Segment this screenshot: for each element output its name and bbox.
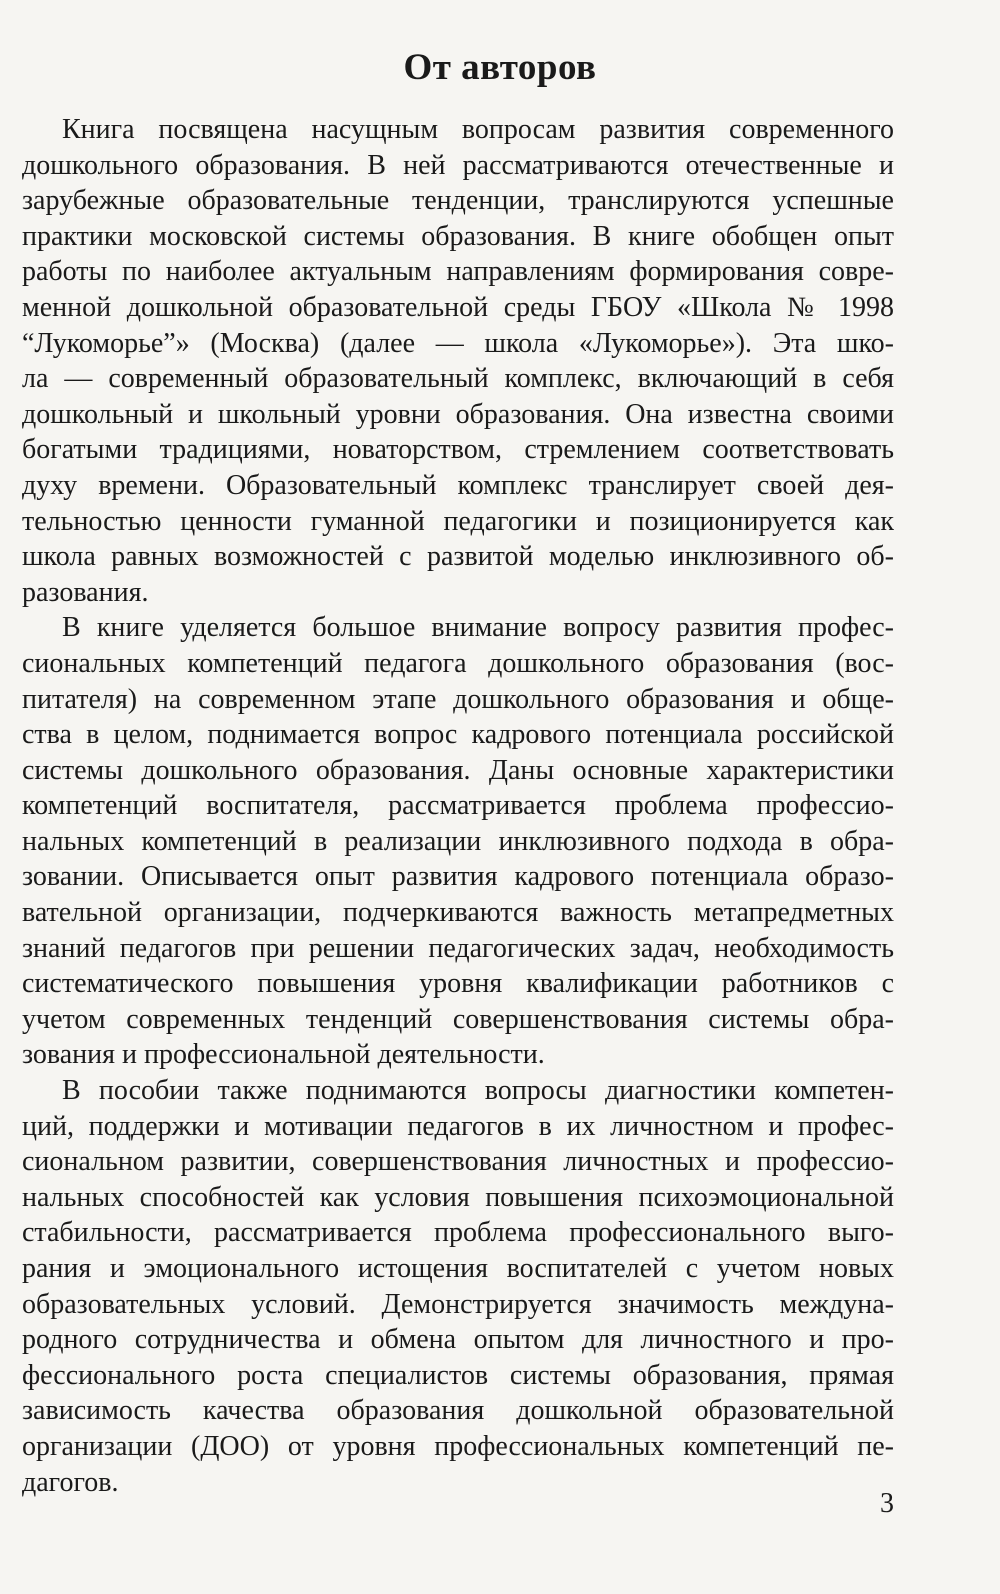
text-line: менной дошкольной образовательной среды ГБОУ «Школа № 1998 [22, 291, 894, 323]
text-line: компетенций воспитателя, рассматривается проблема профессио- [22, 790, 894, 822]
text-line: родного сотрудничества и обмена опытом для личностного и про- [22, 1324, 894, 1356]
text-line: дошкольный и школьный уровни образования. Она известна своими [22, 398, 894, 430]
paragraph-1 [22, 112, 894, 610]
text-line: стабильности, рассматривается проблема профессионального выго- [22, 1217, 894, 1249]
text-line: дагогов. [22, 1466, 119, 1498]
text-line: зависимость качества образования дошкольной образовательной [22, 1395, 894, 1427]
page-title: От авторов [403, 47, 597, 88]
text-line: образовательных условий. Демонстрируется значимость междуна- [22, 1288, 894, 1320]
text-line: практики московской системы образования. В книге обобщен опыт [22, 220, 894, 252]
paragraph-3 [22, 1073, 894, 1500]
text-line: школа равных возможностей с развитой моделью инклюзивного об- [22, 541, 894, 573]
text-line: рания и эмоционального истощения воспитателей с учетом новых [22, 1253, 894, 1284]
page-number: 3 [880, 1488, 894, 1519]
text-line: систематического повышения уровня квалификации работников с [22, 968, 894, 1000]
text-line: системы дошкольного образования. Даны основные характеристики [22, 754, 894, 786]
text-line: духу времени. Образовательный комплекс транслирует своей дея- [22, 469, 894, 501]
text-line: учетом современных тенденций совершенствования системы обра- [22, 1003, 894, 1035]
text-line: ла — современный образовательный комплекс, включающий в себя [22, 363, 894, 395]
text-line: нальных способностей как условия повышения психоэмоциональной [22, 1181, 894, 1213]
text-line: разования. [22, 576, 149, 608]
text-line: организации (ДОО) от уровня профессиональных компетенций пе- [22, 1430, 894, 1462]
text-line: дошкольного образования. В ней рассматриваются отечественные и [22, 149, 894, 181]
text-line: Книга посвящена насущным вопросам развития современного [62, 114, 894, 145]
text-line: вательной организации, подчеркиваются важность метапредметных [22, 897, 894, 929]
text-line: В пособии также поднимаются вопросы диагностики компетен- [62, 1075, 894, 1107]
text-line: тельностью ценности гуманной педагогики и позиционируется как [22, 505, 894, 537]
paragraph-2 [22, 610, 894, 1073]
text-line: ций, поддержки и мотивации педагогов в их личностном и профес- [22, 1110, 894, 1142]
text-line: работы по наиболее актуальным направлениям формирования совре- [22, 256, 894, 288]
text-line: сиональном развитии, совершенствования личностных и профессио- [22, 1146, 894, 1178]
text-line: ства в целом, поднимается вопрос кадрового потенциала российской [22, 719, 894, 751]
text-line: нальных компетенций в реализации инклюзивного подхода в обра- [22, 825, 894, 857]
text-line: богатыми традициями, новаторством, стремлением соответствовать [22, 434, 894, 466]
text-line: зования и профессиональной деятельности. [22, 1039, 545, 1071]
text-line: “Лукоморье”» (Москва) (далее — школа «Лукоморье»). Эта шко- [22, 327, 894, 359]
text-line: питателя) на современном этапе дошкольного образования и обще- [22, 683, 894, 715]
text-line: В книге уделяется большое внимание вопросу развития профес- [62, 612, 894, 644]
text-line: зовании. Описывается опыт развития кадрового потенциала образо- [22, 861, 894, 893]
text-line: сиональных компетенций педагога дошкольного образования (вос- [22, 647, 894, 679]
body-text [22, 112, 894, 1500]
text-line: знаний педагогов при решении педагогических задач, необходимость [22, 932, 894, 964]
text-line: зарубежные образовательные тенденции, транслируются успешные [22, 185, 894, 217]
text-line: фессионального роста специалистов системы образования, прямая [22, 1359, 894, 1391]
